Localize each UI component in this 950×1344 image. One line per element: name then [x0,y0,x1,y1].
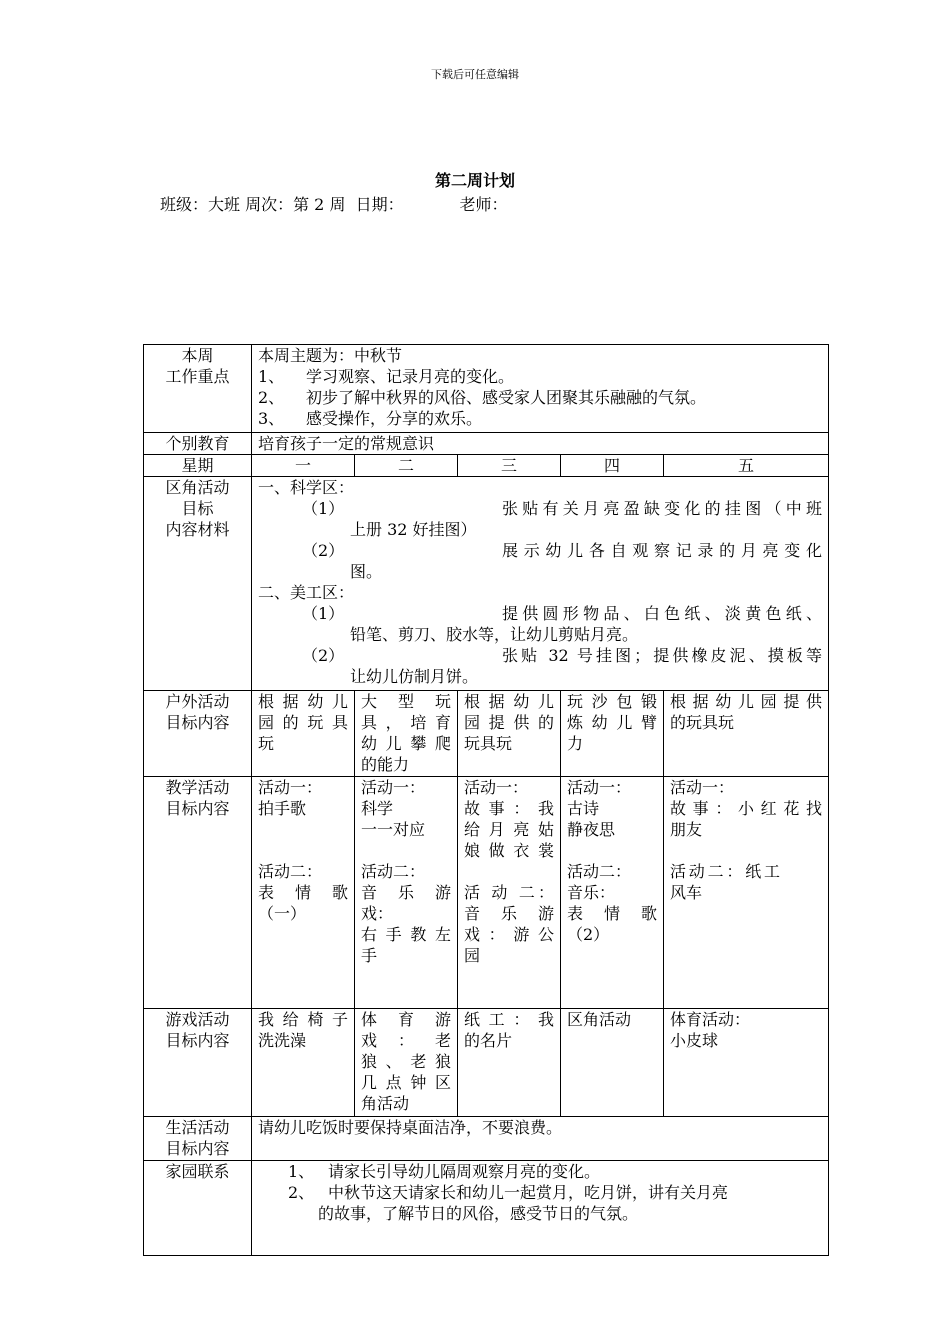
home-item: 1、 请家长引导幼儿隔周观察月亮的变化。 [288,1162,601,1181]
weekday-2: 二 [355,455,458,477]
outdoor-cell: 根据幼儿 园提供的 玩具玩 [458,691,561,777]
weekday-3: 三 [458,455,561,477]
theme-text: 本周主题为：中秋节 [258,346,403,365]
art-item: （2） 张贴 32 号挂图；提供橡皮泥、摸板等 [302,646,822,665]
outdoor-row [144,691,829,777]
game-cell: 我给椅子 洗洗澡 [252,1009,355,1117]
weekday-4: 四 [561,455,664,477]
game-label: 游戏活动 目标内容 [144,1009,252,1117]
art-area-title: 二、美工区： [258,583,355,602]
weekday-5: 五 [664,455,829,477]
focus-item: 2、 初步了解中秋界的风俗、感受家人团聚其乐融融的气氛。 [258,388,707,407]
game-cell: 体育活动： 小皮球 [664,1009,829,1117]
focus-item: 3、 感受操作，分享的欢乐。 [258,409,483,428]
home-content: 1、 请家长引导幼儿隔周观察月亮的变化。 2、 中秋节这天请家长和幼儿一起赏月，吃月饼，讲有关月亮 的故事，了解节日的风俗，感受节日的气氛。 [252,1161,829,1256]
weekday-label: 星期 [144,455,252,477]
game-cell: 区角活动 [561,1009,664,1117]
corner-content: 一、科学区： （1） 张贴有关月亮盈缺变化的挂图（中班 上册 32 好挂图） （2） 展示幼儿各自观察记录的月亮变化 图。 二、美工区： （1） 提供圆形物品、白色纸、淡黄色纸、 铅笔、剪刀、胶水等，让幼儿剪贴月亮。 （2） 张贴 32 号挂图；提供橡皮泥、摸板等 让幼儿仿制月饼。 [252,477,829,691]
weekday-1: 一 [252,455,355,477]
outdoor-cell: 根据幼儿园提供 的玩具玩 [664,691,829,777]
individual-row [144,433,829,455]
focus-row [144,345,829,433]
science-area-title: 一、科学区： [258,478,355,497]
life-label: 生活活动 目标内容 [144,1117,252,1161]
teaching-cell: 活动一： 拍手歌 活动二： 表 情 歌 （一） [252,777,355,1009]
page-title: 第二周计划 [434,171,515,190]
focus-item: 1、 学习观察、记录月亮的变化。 [258,367,515,386]
game-row [144,1009,829,1117]
science-item: （2） 展示幼儿各自观察记录的月亮变化 [302,541,822,560]
science-item: （1） 张贴有关月亮盈缺变化的挂图（中班 [302,499,822,518]
game-cell: 纸工：我 的名片 [458,1009,561,1117]
class-info-line: 班级：大班 周次：第 2 周 日期： 老师： [160,195,508,214]
corner-row [144,477,829,691]
focus-content [252,345,829,433]
header-note: 下载后可任意编辑 [431,68,519,81]
teaching-cell: 活动一： 故事：我 给月亮姑 娘做衣裳 活 动 二： 音 乐 游 戏：游公 园 [458,777,561,1009]
home-item: 2、 中秋节这天请家长和幼儿一起赏月，吃月饼，讲有关月亮 [288,1183,729,1202]
outdoor-cell: 根据幼儿 园的玩具 玩 [252,691,355,777]
teaching-cell: 活动一： 故事：小红花找 朋友 活动二：纸工 风车 [664,777,829,1009]
teaching-cell: 活动一： 古诗 静夜思 活动二： 音乐： 表 情 歌 （2） [561,777,664,1009]
weekly-plan-table [143,344,829,1256]
individual-label: 个别教育 [144,433,252,455]
game-cell: 体 育 游 戏 ： 老 狼、老狼 几点钟区 角活动 [355,1009,458,1117]
teaching-row [144,777,829,1009]
outdoor-label: 户外活动 目标内容 [144,691,252,777]
art-item: （1） 提供圆形物品、白色纸、淡黄色纸、 [302,604,822,623]
corner-label: 区角活动 目标 内容材料 [144,477,252,691]
home-row [144,1161,829,1256]
teaching-label: 教学活动 目标内容 [144,777,252,1009]
home-label: 家园联系 [144,1161,252,1256]
outdoor-cell: 玩沙包锻 炼幼儿臂 力 [561,691,664,777]
weekday-row [144,455,829,477]
life-text: 请幼儿吃饭时要保持桌面洁净，不要浪费。 [252,1117,829,1161]
individual-text: 培育孩子一定的常规意识 [252,433,829,455]
life-row [144,1117,829,1161]
outdoor-cell: 大 型 玩 具，培育 幼儿攀爬 的能力 [355,691,458,777]
focus-label: 本周 工作重点 [144,345,252,433]
teaching-cell: 活动一： 科学 一一对应 活动二： 音 乐 游 戏： 右手教左 手 [355,777,458,1009]
